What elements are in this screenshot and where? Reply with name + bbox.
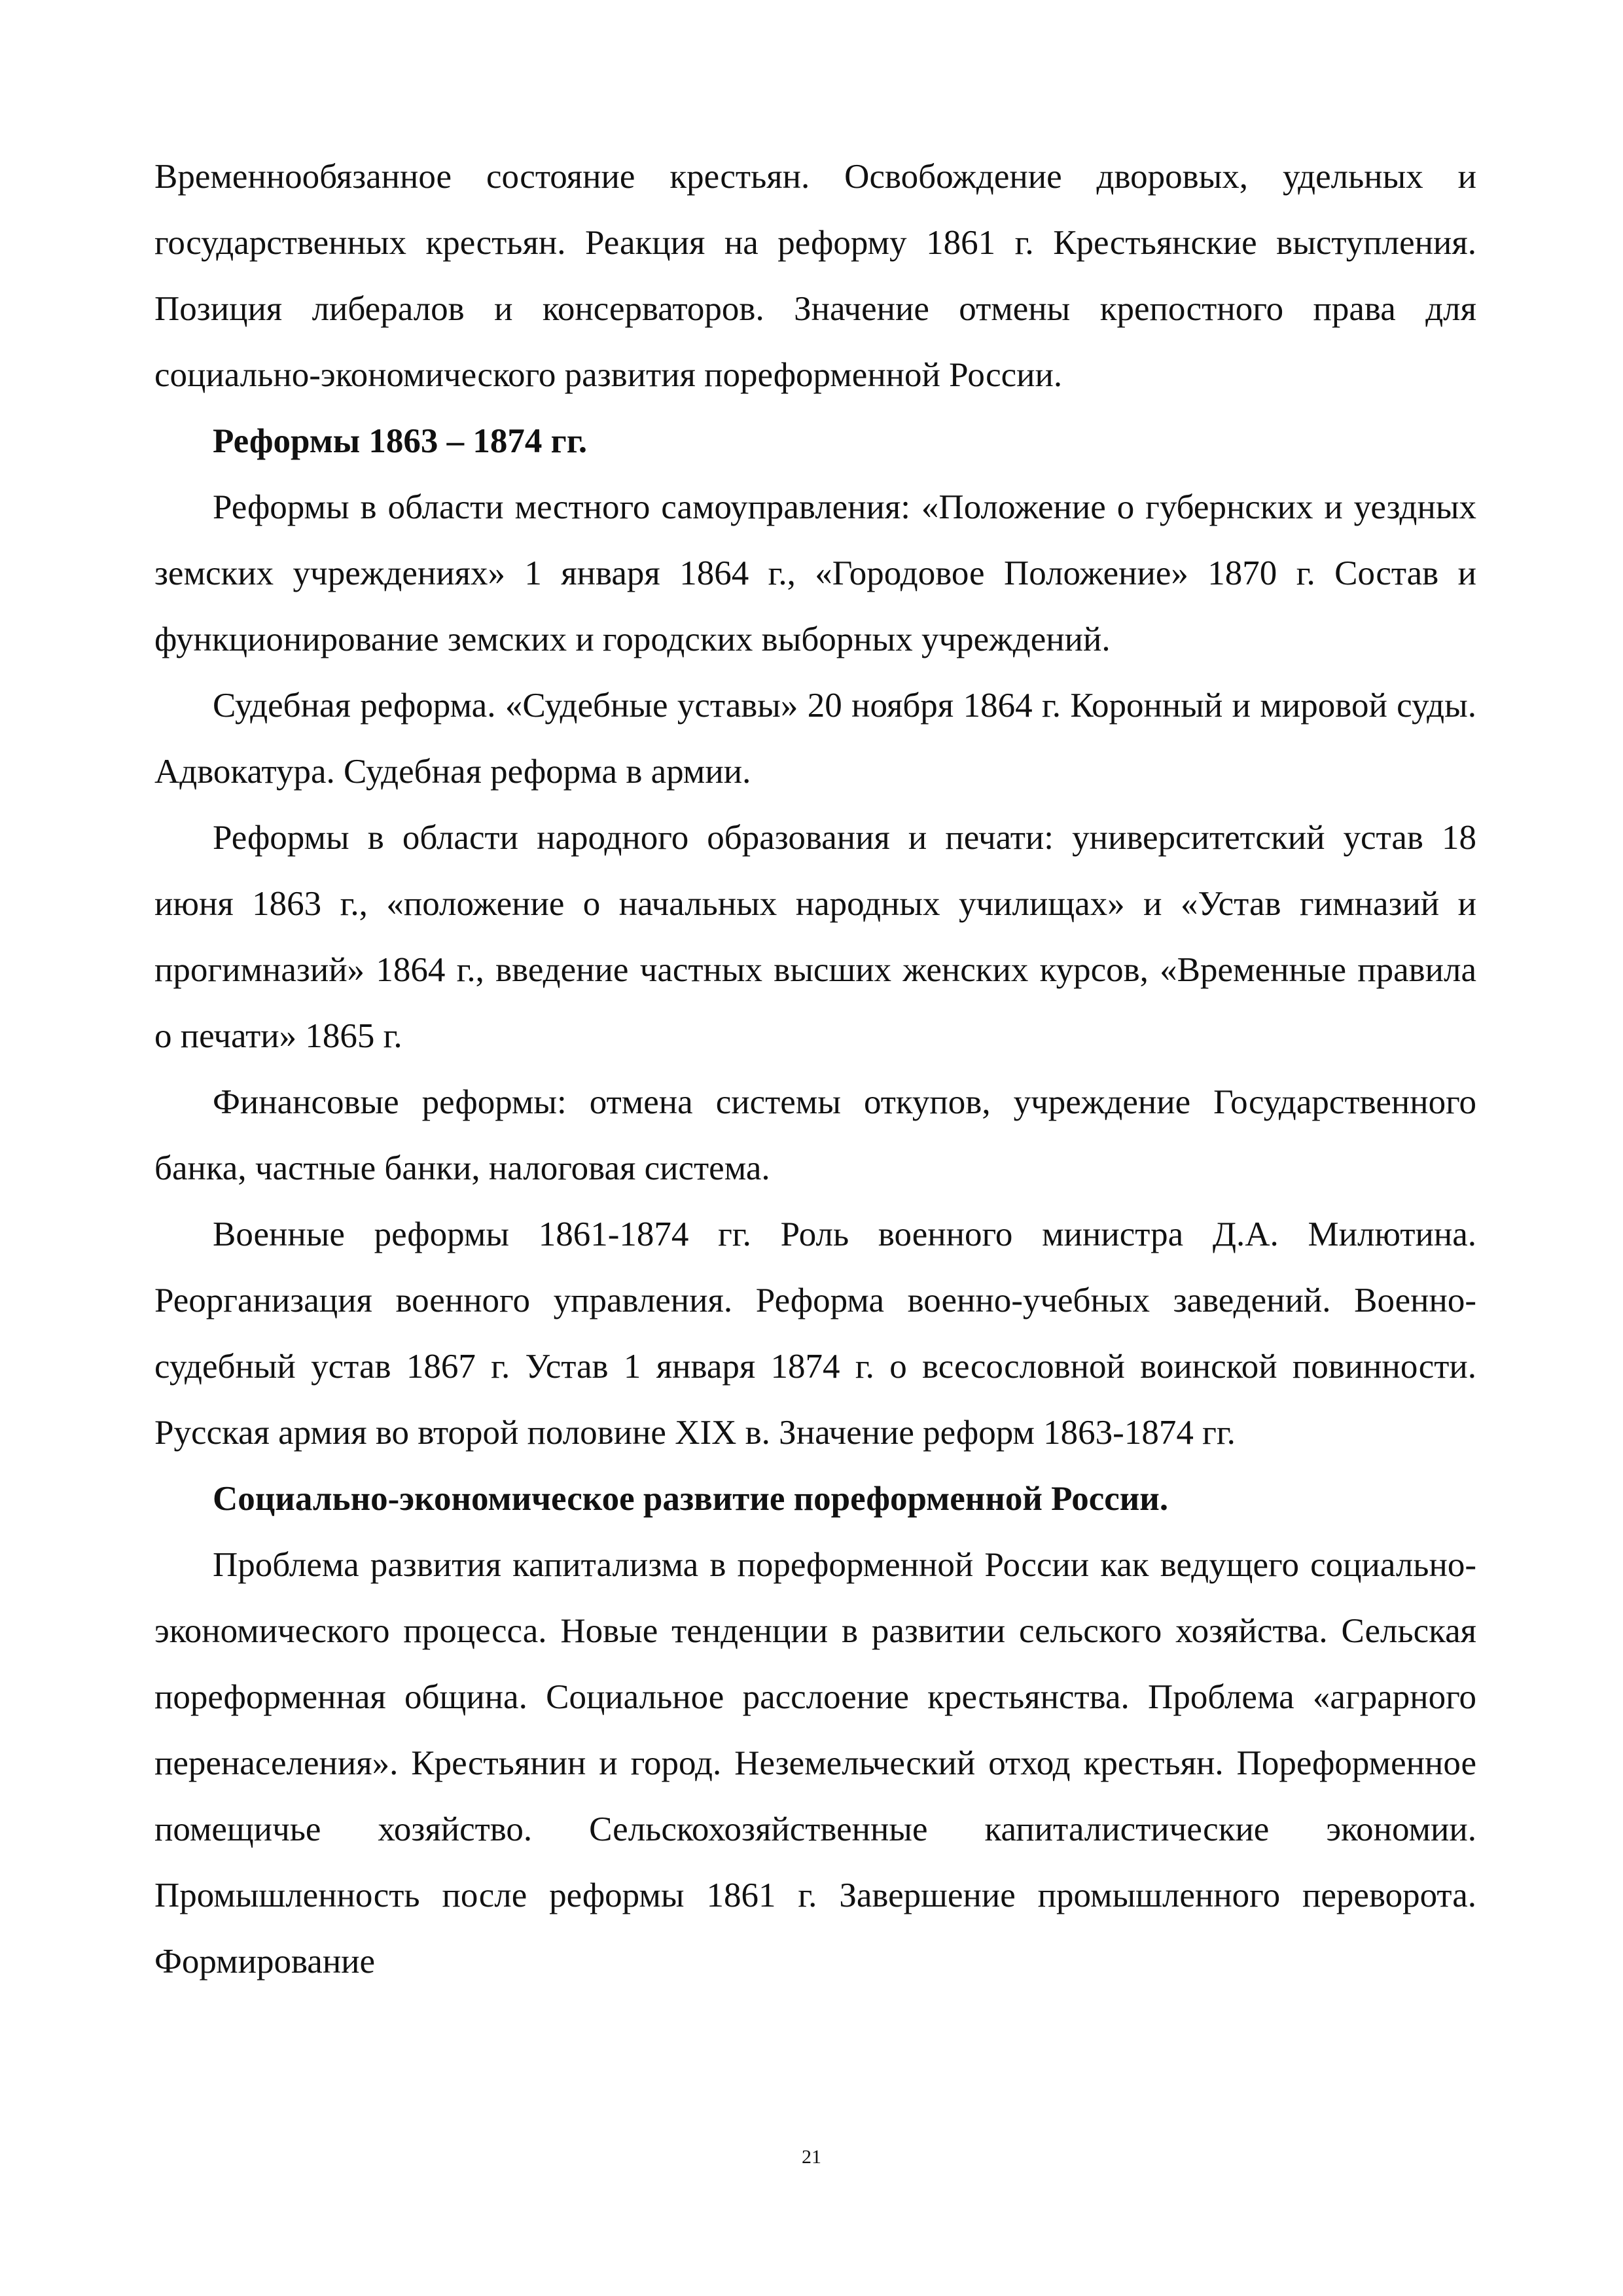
heading-socioeconomic-development: Социально-экономическое развитие пореформенной России.: [213, 1480, 1169, 1518]
paragraph-capitalism-development: Проблема развития капитализма в пореформенной России как ведущего социально-экономического процесса. Новые тенденции в развитии сельского хозяйства. Сельская пореформенная община. Социальное расслоение крестьянства. Проблема «аграрного перенаселения». Крестьянин и город. Неземельческий отход крестьян. Пореформенное помещичье хозяйство. Сельскохозяйственные капиталистические экономии. Промышленность после реформы 1861 г. Завершение промышленного переворота. Формирование: [154, 1546, 1476, 1981]
paragraph-local-self-government: Реформы в области местного самоуправления: «Положение о губернских и уездных земских учреждениях» 1 января 1864 г., «Городовое Положение» 1870 г. Состав и функционирование земских и городских выборных учреждений.: [154, 488, 1476, 658]
paragraph-education-press: Реформы в области народного образования и печати: университетский устав 18 июня 1863 г., «положение о начальных народных училищах» и «Устав гимназий и прогимназий» 1864 г., введение частных высших женских курсов, «Временные правила о печати» 1865 г.: [154, 819, 1476, 1055]
page-number: 21: [802, 2146, 821, 2168]
paragraph-military-reforms: Военные реформы 1861-1874 гг. Роль военного министра Д.А. Милютина. Реорганизация военного управления. Реформа военно-учебных заведений. Военно-судебный устав 1867 г. Устав 1 января 1874 г. о всесословной воинской повинности. Русская армия во второй половине XIX в. Значение реформ 1863-1874 гг.: [154, 1215, 1476, 1452]
heading-reforms-1863-1874: Реформы 1863 – 1874 гг.: [213, 422, 588, 460]
paragraph-judicial-reform: Судебная реформа. «Судебные уставы» 20 ноября 1864 г. Коронный и мировой суды. Адвокатура. Судебная реформа в армии.: [154, 687, 1476, 791]
paragraph-financial-reforms: Финансовые реформы: отмена системы откупов, учреждение Государственного банка, частные банки, налоговая система.: [154, 1083, 1476, 1187]
paragraph-emancipation-results: Временнообязанное состояние крестьян. Освобождение дворовых, удельных и государственных крестьян. Реакция на реформу 1861 г. Крестьянские выступления. Позиция либералов и консерваторов. Значение отмены крепостного права для социально-экономического развития пореформенной России.: [154, 158, 1476, 394]
document-page: [154, 144, 1476, 1995]
